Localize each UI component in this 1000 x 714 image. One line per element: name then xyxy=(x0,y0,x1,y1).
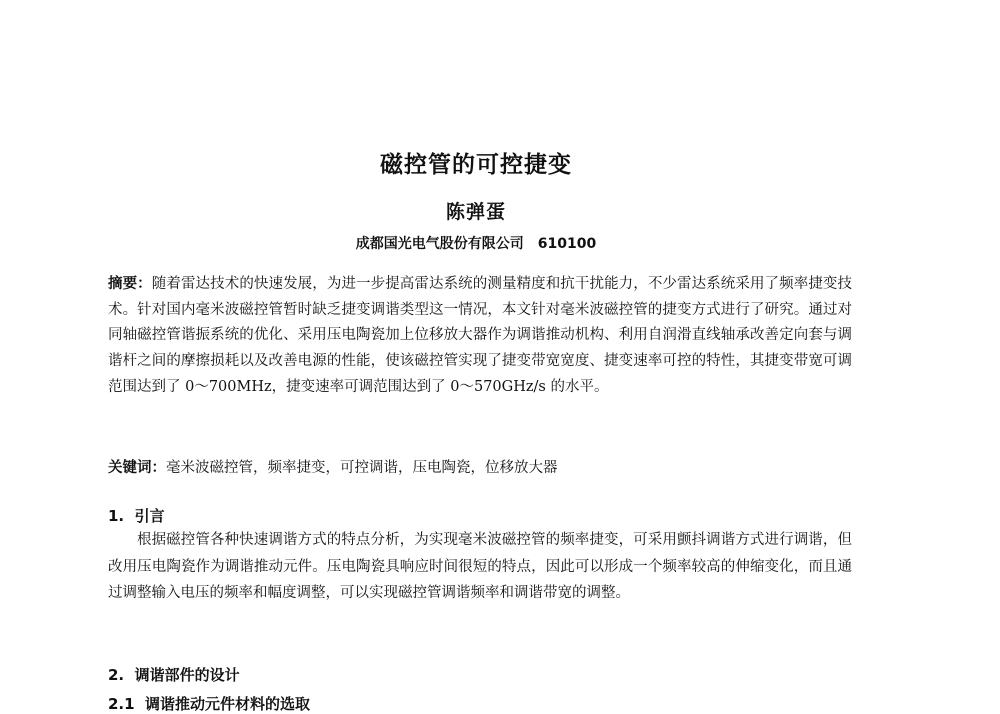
subsection-heading-material-selection xyxy=(108,693,310,714)
section-title: 引言 xyxy=(134,507,165,525)
section-number: 1. xyxy=(108,507,125,525)
paper-author: 陈弹蛋 xyxy=(445,201,506,223)
keywords-text: 毫米波磁控管，频率捷变，可控调谐，压电陶瓷，位移放大器 xyxy=(166,460,558,476)
abstract-label: 摘要： xyxy=(108,276,152,292)
author-affiliation xyxy=(0,233,952,253)
affiliation-name: 成都国光电气股份有限公司 xyxy=(355,236,524,252)
paper-title: 磁控管的可控捷变 xyxy=(380,152,572,178)
section-title: 调谐部件的设计 xyxy=(134,666,240,684)
affiliation-postcode: 610100 xyxy=(537,236,597,252)
section-heading-tuning-design xyxy=(108,664,240,685)
abstract-text: 随着雷达技术的快速发展，为进一步提高雷达系统的测量精度和抗干扰能力，不少雷达系统采用了频率捷变技术。针对国内毫米波磁控管暂时缺乏捷变调谐类型这一情况，本文针对毫米波磁控管的捷变方式进行了研究。通过对同轴磁控管谐振系统的优化、采用压电陶瓷加上位移放大器作为调谐推动机构、利用自润滑直线轴承改善定向套与调谐杆之间的摩擦损耗以及改善电源的性能，使该磁控管实现了捷变带宽宽度、捷变速率可控的特性，其捷变带宽可调范围达到了 0～700MHz，捷变速率可调范围达到了 0～570GHz/s 的水平。 xyxy=(108,276,853,395)
introduction-paragraph: 根据磁控管各种快速调谐方式的特点分析，为实现毫米波磁控管的频率捷变，可采用颤抖调谐方式进行调谐，但改用压电陶瓷作为调谐推动元件。压电陶瓷具响应时间很短的特点，因此可以形成一个频率较高的伸缩变化，而且通过调整输入电压的频率和幅度调整，可以实现磁控管调谐频率和调谐带宽的调整。 xyxy=(108,532,852,602)
section-number: 2. xyxy=(108,666,125,684)
keywords xyxy=(108,456,852,482)
section-heading-introduction xyxy=(108,505,165,526)
keywords-label: 关键词： xyxy=(108,460,166,476)
subsection-title: 调谐推动元件材料的选取 xyxy=(145,695,311,713)
abstract xyxy=(108,272,852,401)
subsection-number: 2.1 xyxy=(108,695,135,713)
